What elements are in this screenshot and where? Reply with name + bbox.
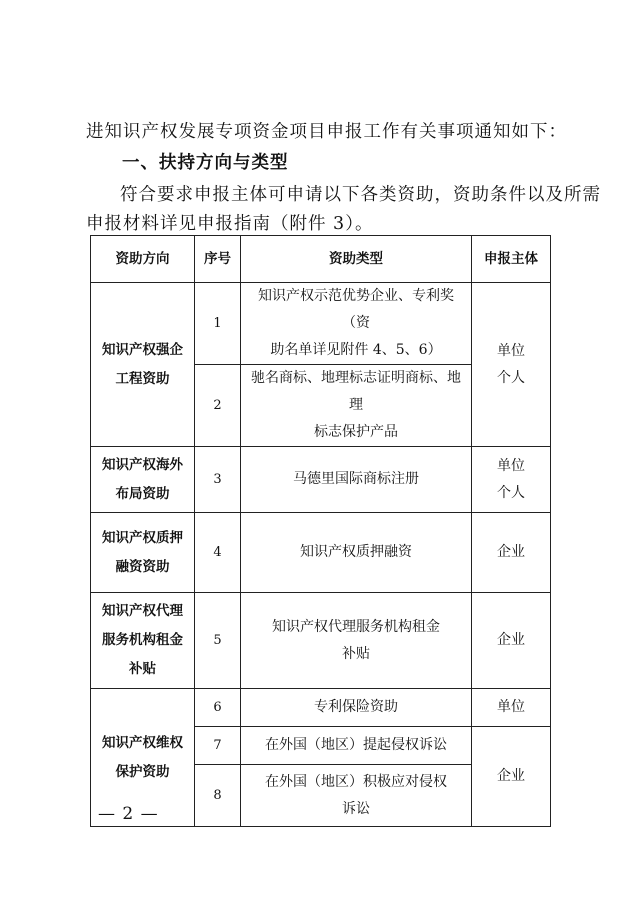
direction-cell: 知识产权维权 保护资助 bbox=[91, 689, 195, 827]
subject-cell: 单位 bbox=[472, 689, 551, 727]
number-cell: 7 bbox=[195, 727, 241, 765]
subject-cell: 企业 bbox=[472, 593, 551, 689]
table-row bbox=[91, 447, 551, 513]
header-type: 资助类型 bbox=[241, 236, 472, 283]
direction-cell: 知识产权代理 服务机构租金 补贴 bbox=[91, 593, 195, 689]
section-heading: 一、扶持方向与类型 bbox=[122, 153, 289, 173]
header-number: 序号 bbox=[195, 236, 241, 283]
subject-cell: 企业 bbox=[472, 727, 551, 827]
header-subject: 申报主体 bbox=[472, 236, 551, 283]
type-cell: 知识产权质押融资 bbox=[241, 513, 472, 593]
subject-cell: 单位 个人 bbox=[472, 447, 551, 513]
table-row bbox=[91, 283, 551, 365]
number-cell: 5 bbox=[195, 593, 241, 689]
type-cell: 知识产权代理服务机构租金 补贴 bbox=[241, 593, 472, 689]
header-direction: 资助方向 bbox=[91, 236, 195, 283]
paragraph-line-2: 申报材料详见申报指南（附件 3）。 bbox=[86, 214, 374, 234]
number-cell: 3 bbox=[195, 447, 241, 513]
table-row bbox=[91, 513, 551, 593]
direction-cell: 知识产权质押 融资资助 bbox=[91, 513, 195, 593]
type-cell: 专利保险资助 bbox=[241, 689, 472, 727]
number-cell: 6 bbox=[195, 689, 241, 727]
direction-cell: 知识产权海外 布局资助 bbox=[91, 447, 195, 513]
type-cell: 驰名商标、地理标志证明商标、地理 标志保护产品 bbox=[241, 365, 472, 447]
type-cell: 知识产权示范优势企业、专利奖（资 助名单详见附件 4、5、6） bbox=[241, 283, 472, 365]
number-cell: 8 bbox=[195, 765, 241, 827]
table-row bbox=[91, 593, 551, 689]
number-cell: 1 bbox=[195, 283, 241, 365]
subject-cell: 企业 bbox=[472, 513, 551, 593]
subject-cell: 单位 个人 bbox=[472, 283, 551, 447]
table-header-row bbox=[91, 236, 551, 283]
direction-cell: 知识产权强企 工程资助 bbox=[91, 283, 195, 447]
type-cell: 马德里国际商标注册 bbox=[241, 447, 472, 513]
number-cell: 4 bbox=[195, 513, 241, 593]
type-cell: 在外国（地区）提起侵权诉讼 bbox=[241, 727, 472, 765]
type-cell: 在外国（地区）积极应对侵权 诉讼 bbox=[241, 765, 472, 827]
funding-table bbox=[90, 235, 551, 827]
intro-text: 进知识产权发展专项资金项目申报工作有关事项通知如下： bbox=[86, 122, 567, 142]
table-row bbox=[91, 689, 551, 727]
number-cell: 2 bbox=[195, 365, 241, 447]
paragraph-line-1: 符合要求申报主体可申请以下各类资助，资助条件以及所需 bbox=[120, 185, 601, 205]
page-number: — 2 — bbox=[98, 804, 159, 824]
